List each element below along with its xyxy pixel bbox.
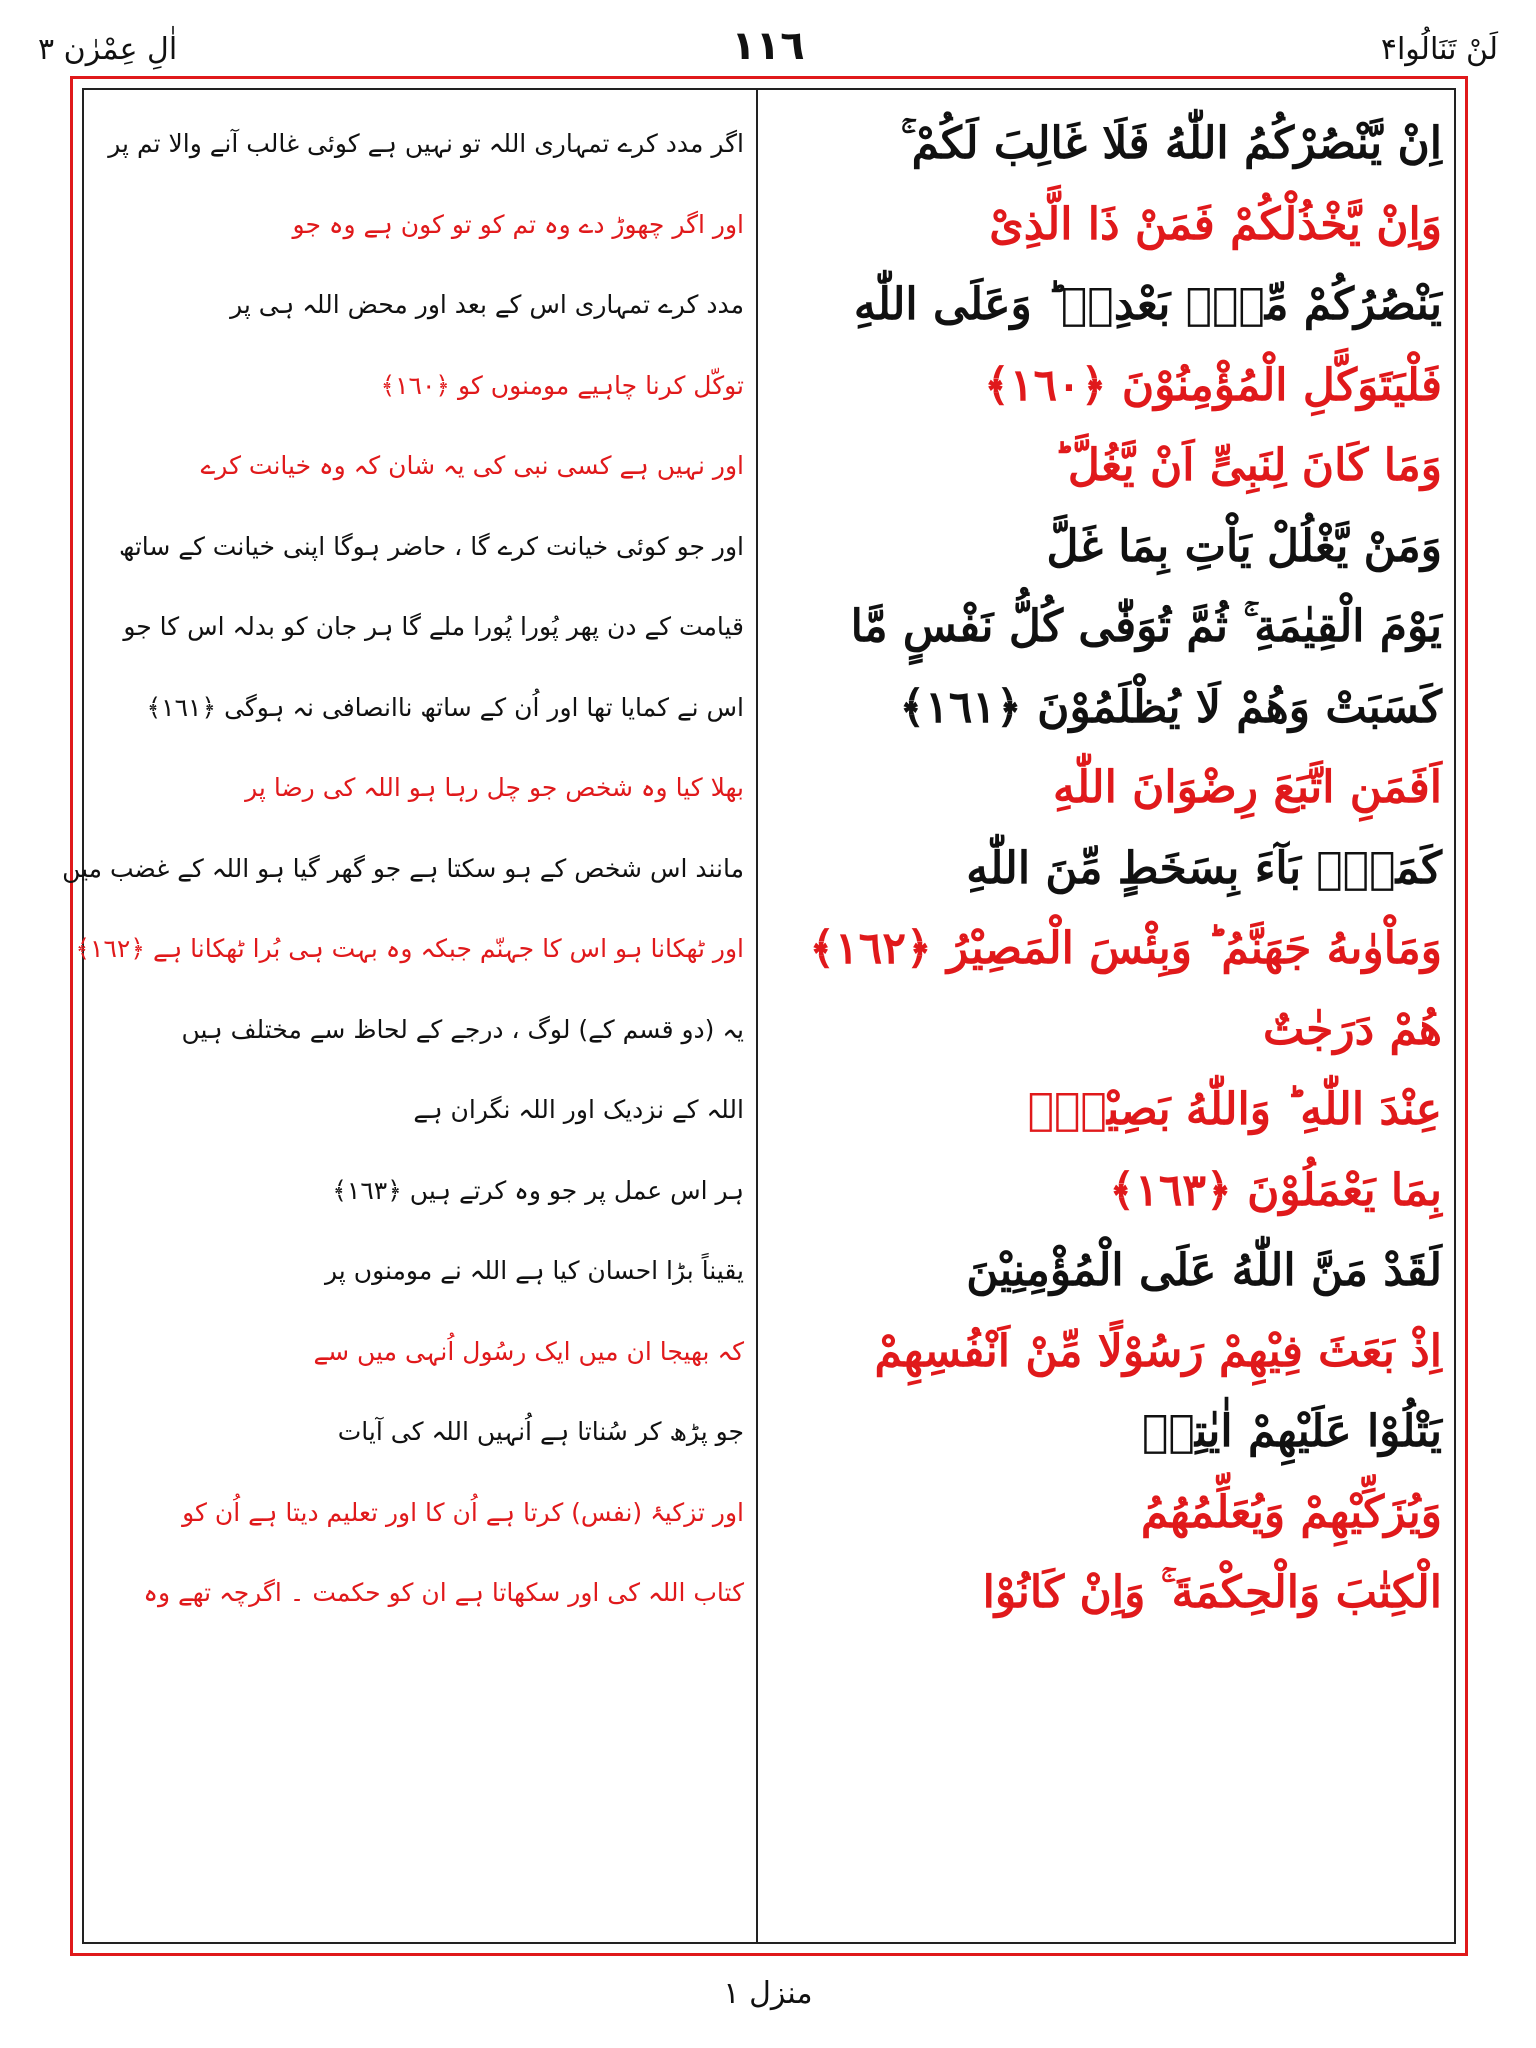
page-number: ١١٦ [731, 23, 805, 69]
urdu-translation-line: اس نے کمایا تھا اور اُن کے ساتھ ناانصافی نہ ہوگی ﴿١٦١﴾ [146, 692, 744, 722]
arabic-verse-line: وَمَا كَانَ لِنَبِىٍّ اَنْ يَّغُلَّ ؕ [1053, 440, 1442, 491]
urdu-translation-line: بھلا کیا وہ شخص جو چل رہا ہو اللہ کی رضا پر [245, 773, 744, 802]
urdu-translation-line: مدد کرے تمہاری اس کے بعد اور محض اللہ ہی پر [230, 290, 744, 319]
column-divider [756, 88, 758, 1944]
urdu-translation-line: یہ (دو قسم کے) لوگ ، درجے کے لحاظ سے مختلف ہیں [181, 1014, 744, 1044]
arabic-verse-line: اِنْ يَّنْصُرْكُمُ اللّٰهُ فَلَا غَالِبَ لَكُمْ ۚ [900, 118, 1442, 169]
arabic-verse-line: وَمَاْوٰىهُ جَهَنَّمُ ؕ وَبِئْسَ الْمَصِيْرُ ﴿١٦٢﴾ [809, 923, 1442, 974]
arabic-verse-line: اِذْ بَعَثَ فِيْهِمْ رَسُوْلًا مِّنْ اَنْفُسِهِمْ [874, 1325, 1442, 1377]
urdu-translation-line: کتاب اللہ کی اور سکھاتا ہے ان کو حکمت ۔ اگرچہ تھے وہ [143, 1578, 744, 1607]
urdu-translation-line: اور نہیں ہے کسی نبی کی یہ شان کہ وہ خیانت کرے [200, 451, 744, 480]
manzil-footer: منزل ١ [723, 1976, 813, 2011]
arabic-verse-line: كَمَنْۢ بَآءَ بِسَخَطٍ مِّنَ اللّٰهِ [966, 842, 1442, 894]
urdu-translation-line: اگر مدد کرے تمہاری اللہ تو نہیں ہے کوئی غالب آنے والا تم پر [108, 129, 744, 158]
urdu-translation-line: اور اگر چھوڑ دے وہ تم کو تو کون ہے وہ جو [292, 209, 744, 239]
urdu-translation-line: اور تزکیۂ (نفس) کرتا ہے اُن کا اور تعلیم دیتا ہے اُن کو [182, 1497, 744, 1527]
arabic-verse-line: يَتْلُوْا عَلَيْهِمْ اٰيٰتِهٖ [1142, 1406, 1442, 1457]
arabic-verse-line: الْكِتٰبَ وَالْحِكْمَةَ ۚ وَاِنْ كَانُوْا [982, 1567, 1442, 1618]
arabic-verse-line: فَلْيَتَوَكَّلِ الْمُؤْمِنُوْنَ ﴿١٦٠﴾ [984, 359, 1442, 411]
header-surah-name: اٰلِ عِمْرٰن ٣ [38, 32, 178, 67]
arabic-verse-line: هُمْ دَرَجٰتٌ [1262, 1003, 1442, 1055]
arabic-verse-line: اَفَمَنِ اتَّبَعَ رِضْوَانَ اللّٰهِ [1053, 762, 1442, 813]
urdu-translation-line: مانند اس شخص کے ہو سکتا ہے جو گھر گیا ہو اللہ کے غضب میں [62, 853, 744, 883]
urdu-translation-line: اور جو کوئی خیانت کرے گا ، حاضر ہوگا اپنی خیانت کے ساتھ [119, 531, 744, 561]
arabic-verse-line: يَنْصُرُكُمْ مِّنْۢ بَعْدِهٖ ؕ وَعَلَى اللّٰهِ [853, 279, 1442, 330]
urdu-translation-line: کہ بھیجا ان میں ایک رسُول اُنہی میں سے [313, 1336, 744, 1366]
urdu-translation-line: جو پڑھ کر سُناتا ہے اُنہیں اللہ کی آیات [337, 1417, 744, 1446]
arabic-verse-line: وَاِنْ يَّخْذُلْكُمْ فَمَنْ ذَا الَّذِىْ [989, 198, 1442, 250]
urdu-translation-line: ہر اس عمل پر جو وہ کرتے ہیں ﴿١٦٣﴾ [332, 1175, 744, 1205]
arabic-verse-line: لَقَدْ مَنَّ اللّٰهُ عَلَى الْمُؤْمِنِيْنَ [966, 1245, 1442, 1296]
urdu-translation-line: توکّل کرنا چاہیے مومنوں کو ﴿١٦٠﴾ [380, 370, 744, 400]
arabic-verse-line: وَيُزَكِّيْهِمْ وَيُعَلِّمُهُمُ [1140, 1486, 1442, 1538]
urdu-translation-line: اور ٹھکانا ہو اس کا جہنّم جبکہ وہ بہت ہی بُرا ٹھکانا ہے ﴿١٦٢﴾ [75, 934, 744, 963]
urdu-translation-line: اللہ کے نزدیک اور اللہ نگران ہے [413, 1095, 744, 1124]
header-surah-part: لَنْ تَنَالُوا۴ [1380, 32, 1498, 67]
arabic-verse-line: بِمَا يَعْمَلُوْنَ ﴿١٦٣﴾ [1109, 1164, 1442, 1216]
arabic-verse-line: عِنْدَ اللّٰهِ ؕ وَاللّٰهُ بَصِيْرٌۢ [1027, 1084, 1442, 1135]
urdu-translation-line: یقیناً بڑا احسان کیا ہے اللہ نے مومنوں پر [325, 1256, 744, 1285]
arabic-verse-line: وَمَنْ يَّغْلُلْ يَاْتِ بِمَا غَلَّ [1046, 520, 1442, 572]
arabic-verse-line: كَسَبَتْ وَهُمْ لَا يُظْلَمُوْنَ ﴿١٦١﴾ [899, 681, 1442, 733]
urdu-translation-line: قیامت کے دن پھر پُورا پُورا ملے گا ہر جان کو بدلہ اس کا جو [123, 612, 744, 641]
arabic-verse-line: يَوْمَ الْقِيٰمَةِ ۚ ثُمَّ تُوَفّٰى كُلُّ نَفْسٍ مَّا [850, 601, 1442, 652]
